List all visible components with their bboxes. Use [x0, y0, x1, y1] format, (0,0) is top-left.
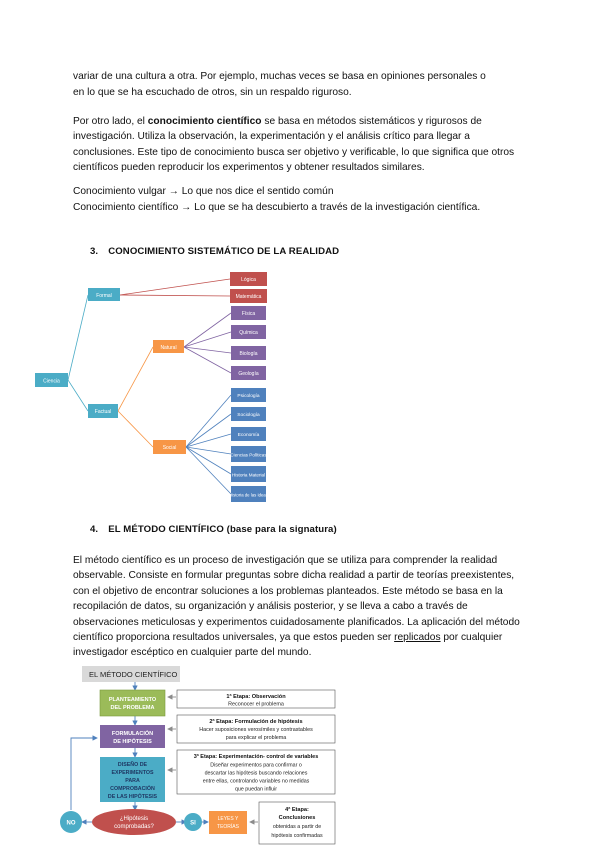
- tree-item-biologia: Biología: [239, 351, 258, 357]
- method-paragraph-body: El método científico es un proceso de investigación que se utiliza para comprender la realidad observable. Consiste en formular preguntas sobre dicha realidad a partir de teorías preexistentes, con el objetivo de encontrar soluciones a los problemas planteados. Este método se basa en la recopilación de datos, su organización y análisis posterior, y se lleva a cabo a través de observaciones meticulosas y experimentos cuidadosamente planificados. La aplicación del método científico proporciona resultados universales, ya que estos pueden: [73, 555, 520, 644]
- tree-item-economia: Economía: [237, 433, 260, 438]
- tree-item-matematica: Matemática: [235, 294, 262, 300]
- tree-root-label: Ciencia: [43, 378, 60, 385]
- tree-item-quimica: Química: [239, 330, 258, 336]
- si-node: [184, 813, 202, 831]
- tree-item-historia-material: Historia Material: [231, 472, 266, 478]
- stage-2-text-1: Hacer suposiciones verosímiles y contrastables: [199, 727, 313, 733]
- tree-item-geologia: Geología: [238, 371, 259, 377]
- decision-line-1: ¿Hipótesis: [119, 816, 149, 822]
- leyes-line-1: LEYES Y: [217, 816, 239, 822]
- no-label: NO: [66, 820, 76, 827]
- leyes-line-2: TEORÍAS: [217, 824, 239, 830]
- box-diseno-line-3: PARA: [125, 778, 140, 784]
- box-planteamiento-line-2: DEL PROBLEMA: [110, 705, 155, 711]
- paragraph-pre: Por otro lado, el: [73, 116, 148, 127]
- method-title: EL MÉTODO CIENTÍFICO: [89, 670, 178, 679]
- box-planteamiento: [100, 690, 165, 716]
- section-4-title: EL MÉTODO CIENTÍFICO (base para la signatura): [108, 524, 337, 535]
- si-label: SI: [190, 820, 196, 827]
- box-diseno-line-1: DISEÑO DE: [117, 762, 148, 768]
- method-paragraph-tail-post: por cualquier investigador escéptico en cualquier parte del mundo.: [73, 632, 503, 659]
- paragraph-post: se basa en métodos sistemáticos y rigurosos de investigación. Utiliza la observación, la experimentación y el análisis crítico para llegar a conclusiones. Este tipo de conocimiento busca ser objetivo y verificable, lo que significa que otros científicos pueden reproducir los experimentos y obtener resultados similares.: [73, 116, 515, 174]
- stage-3-text-4: que puedan influir: [234, 786, 278, 793]
- definition-vulgar: Conocimiento vulgar → Lo que nos dice el sentido común: [73, 186, 334, 197]
- stage-1-text: Reconocer el problema: [228, 701, 284, 708]
- tree-formal-label: Formal: [96, 293, 112, 299]
- stage-4-text-1: obtenidas a partir de: [272, 824, 322, 830]
- stage-4-text-2: hipótesis confirmadas: [271, 833, 323, 839]
- tree-social-label: Social: [162, 445, 177, 451]
- stage-3-title: 3ª Etapa: Experimentación- control de variables: [193, 754, 319, 760]
- stage-4-box: [259, 802, 335, 844]
- paragraph-bold-term: conocimiento científico: [147, 116, 262, 127]
- box-formulacion-line-1: FORMULACIÓN: [111, 731, 154, 737]
- decision-line-2: comprobadas?: [114, 824, 154, 830]
- tree-item-sociologia: Sociología: [237, 413, 260, 418]
- stage-3-text-2: descartar las hipótesis buscando relaciones: [204, 770, 308, 777]
- tree-item-historia-ideas: Historia de las Ideas: [229, 492, 268, 498]
- method-title-box: [82, 666, 180, 682]
- section-3-title: CONOCIMIENTO SISTEMÁTICO DE LA REALIDAD: [108, 246, 340, 257]
- tree-item-fisica: Física: [241, 311, 256, 317]
- tree-natural-label: Natural: [160, 345, 177, 351]
- definition-cientifico: Conocimiento científico → Lo que se ha descubierto a través de la investigación científica.: [73, 202, 481, 213]
- stage-4-subtitle: Conclusiones: [278, 815, 316, 821]
- section-4-number: 4.: [90, 524, 99, 535]
- intro-line-1: variar de una cultura a otra. Por ejemplo, muchas veces se basa en opiniones personales o: [73, 71, 486, 82]
- section-3-number: 3.: [90, 246, 99, 257]
- box-formulacion: [100, 725, 165, 748]
- tree-factual-label: Factual: [94, 409, 112, 415]
- decision-hipotesis: [92, 809, 176, 835]
- intro-line-2: en lo que se ha escuchado de otros, sin un respaldo riguroso.: [73, 87, 352, 98]
- method-paragraph-underlined: replicados: [394, 632, 441, 644]
- stage-4-title: 4ª Etapa:: [285, 807, 309, 813]
- box-leyes-teorias: [209, 811, 247, 834]
- stage-3-text-1: Diseñar experimentos para confirmar o: [210, 762, 302, 769]
- box-diseno: [100, 757, 165, 802]
- tree-item-logica: Lógica: [241, 277, 256, 283]
- tree-item-ciencias-politicas: Ciencias Políticas: [230, 452, 267, 458]
- no-node: [60, 811, 82, 833]
- box-formulacion-line-2: DE HIPÓTESIS: [113, 739, 152, 745]
- stage-2-text-2: para explicar el problema: [225, 735, 287, 741]
- tree-item-psicologia: Psicología: [237, 394, 260, 399]
- stage-2-box: [177, 715, 335, 743]
- stage-3-box: [177, 750, 335, 794]
- stage-1-title: 1ª Etapa: Observación: [226, 694, 286, 700]
- stage-3-text-3: entre ellas, controlando variables no medidas: [202, 778, 310, 785]
- box-diseno-line-4: COMPROBACIÓN: [110, 786, 155, 792]
- stage-1-box: [177, 690, 335, 708]
- box-diseno-line-2: EXPERIMENTOS: [111, 770, 154, 776]
- box-diseno-line-5: DE LAS HIPÓTESIS: [107, 794, 158, 800]
- method-paragraph-tail-pre: ser: [377, 632, 395, 644]
- stage-2-title: 2ª Etapa: Formulación de hipótesis: [209, 719, 303, 725]
- box-planteamiento-line-1: PLANTEAMIENTO: [108, 697, 157, 703]
